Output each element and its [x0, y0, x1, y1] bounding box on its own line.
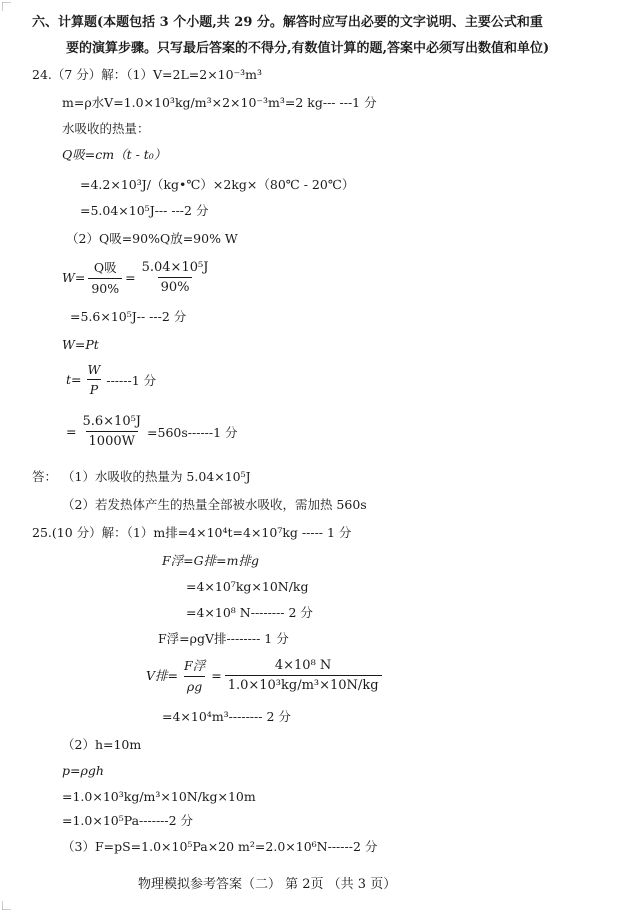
q24-line-2: m=ρ水V=1.0×10³kg/m³×2×10⁻³m³=2 kg--- ---1 分 [62, 95, 377, 110]
q24-f2-lhs: t= [66, 372, 82, 387]
q25-line-1: 25.(10 分）解：（1）m排=4×10⁴t=4×10⁷kg ----- 1 分 [32, 525, 352, 540]
q24-f1-den-2: 90% [158, 277, 193, 295]
q24-f2-frac [85, 362, 104, 397]
q25-line-6: =4×10⁴m³-------- 2 分 [162, 709, 291, 724]
q24-f2-num: W [87, 362, 101, 377]
q24-f3-den: 1000W [86, 431, 138, 449]
q24-f1-num-1: Q吸 [93, 260, 117, 275]
q24-line-8: =5.6×10⁵J-- ---2 分 [70, 309, 187, 324]
q25-line-5: F浮=ρgV排-------- 1 分 [158, 631, 289, 646]
q25-f1-den-2: 1.0×10³kg/m³×10N/kg [225, 675, 382, 693]
q24-answer-1: （1）水吸收的热量为 5.04×10⁵J [62, 469, 251, 484]
q24-f1-lhs: W= [62, 269, 86, 285]
q25-line-11: （3）F=pS=1.0×10⁵Pa×20 m²=2.0×10⁶N------2 分 [62, 839, 378, 854]
crop-mark-bottom-left [2, 900, 12, 910]
q24-f3-rhs: =560s------1 分 [147, 424, 238, 440]
q25-line-7: （2）h=10m [62, 737, 142, 752]
q25-f1-frac-1 [181, 656, 208, 694]
section-heading-continued: 要的演算步骤。只写最后答案的不得分,有数值计算的题,答案中必须写出数值和单位) [66, 41, 550, 56]
q24-answer-2: （2）若发热体产生的热量全部被水吸收，需加热 560s [62, 497, 367, 512]
q25-f1-lhs: V排= [146, 668, 179, 683]
q24-f3-num: 5.6×10⁵J [82, 414, 142, 429]
q25-line-10: =1.0×10⁵Pa-------2 分 [62, 813, 194, 828]
q25-line-3: =4×10⁷kg×10N/kg [186, 579, 309, 594]
q24-answer-label: 答： [32, 469, 58, 484]
q25-line-2: F浮=G排=m排g [162, 553, 259, 568]
q24-f1-den-1: 90% [88, 278, 122, 296]
q25-f1-eq: = [211, 667, 222, 683]
q24-line-9: W=Pt [62, 337, 99, 352]
q24-f2-den: P [87, 379, 101, 397]
crop-mark-top-left [2, 2, 12, 12]
q24-fraction-time [66, 362, 156, 397]
q24-f3-frac [79, 414, 144, 449]
q24-f1-frac-2 [139, 260, 212, 295]
q24-line-4: Q吸=cm（t - t₀） [62, 147, 167, 162]
q24-f2-rhs: ------1 分 [106, 372, 157, 388]
q24-line-3: 水吸收的热量： [62, 121, 150, 136]
q25-f1-num-1: F浮 [184, 658, 206, 673]
q25-line-4: =4×10⁸ N-------- 2 分 [186, 605, 313, 620]
q25-line-8: p=ρgh [62, 763, 104, 778]
q24-f1-frac-1 [88, 258, 122, 296]
q25-line-9: =1.0×10³kg/m³×10N/kg×10m [62, 789, 256, 804]
q25-f1-frac-2 [225, 658, 382, 693]
q24-f3-lhs: = [66, 424, 77, 439]
q24-fraction-power [62, 258, 214, 296]
q24-line-7: （2）Q吸=90%Q放=90% W [66, 231, 238, 246]
q25-f1-num-2: 4×10⁸ N [274, 657, 332, 673]
q24-f1-eq: = [125, 269, 136, 285]
q24-line-5: =4.2×10³J/（kg•℃）×2kg×（80℃ - 20℃） [80, 177, 355, 192]
q25-fraction-volume [146, 656, 385, 694]
q24-fraction-result [66, 414, 238, 449]
section-heading: 六、计算题(本题包括 3 个小题,共 29 分。解答时应写出必要的文字说明、主要公式和重 [32, 15, 543, 30]
q24-line-1: 24.（7 分）解：（1）V=2L=2×10⁻³m³ [32, 67, 263, 82]
q24-f1-num-2: 5.04×10⁵J [141, 259, 209, 275]
page-footer: 物理模拟参考答案（二） 第 2页 （共 3 页） [138, 877, 397, 892]
q24-line-6: =5.04×10⁵J--- ---2 分 [80, 203, 209, 218]
q25-f1-den-1: ρg [184, 676, 205, 694]
